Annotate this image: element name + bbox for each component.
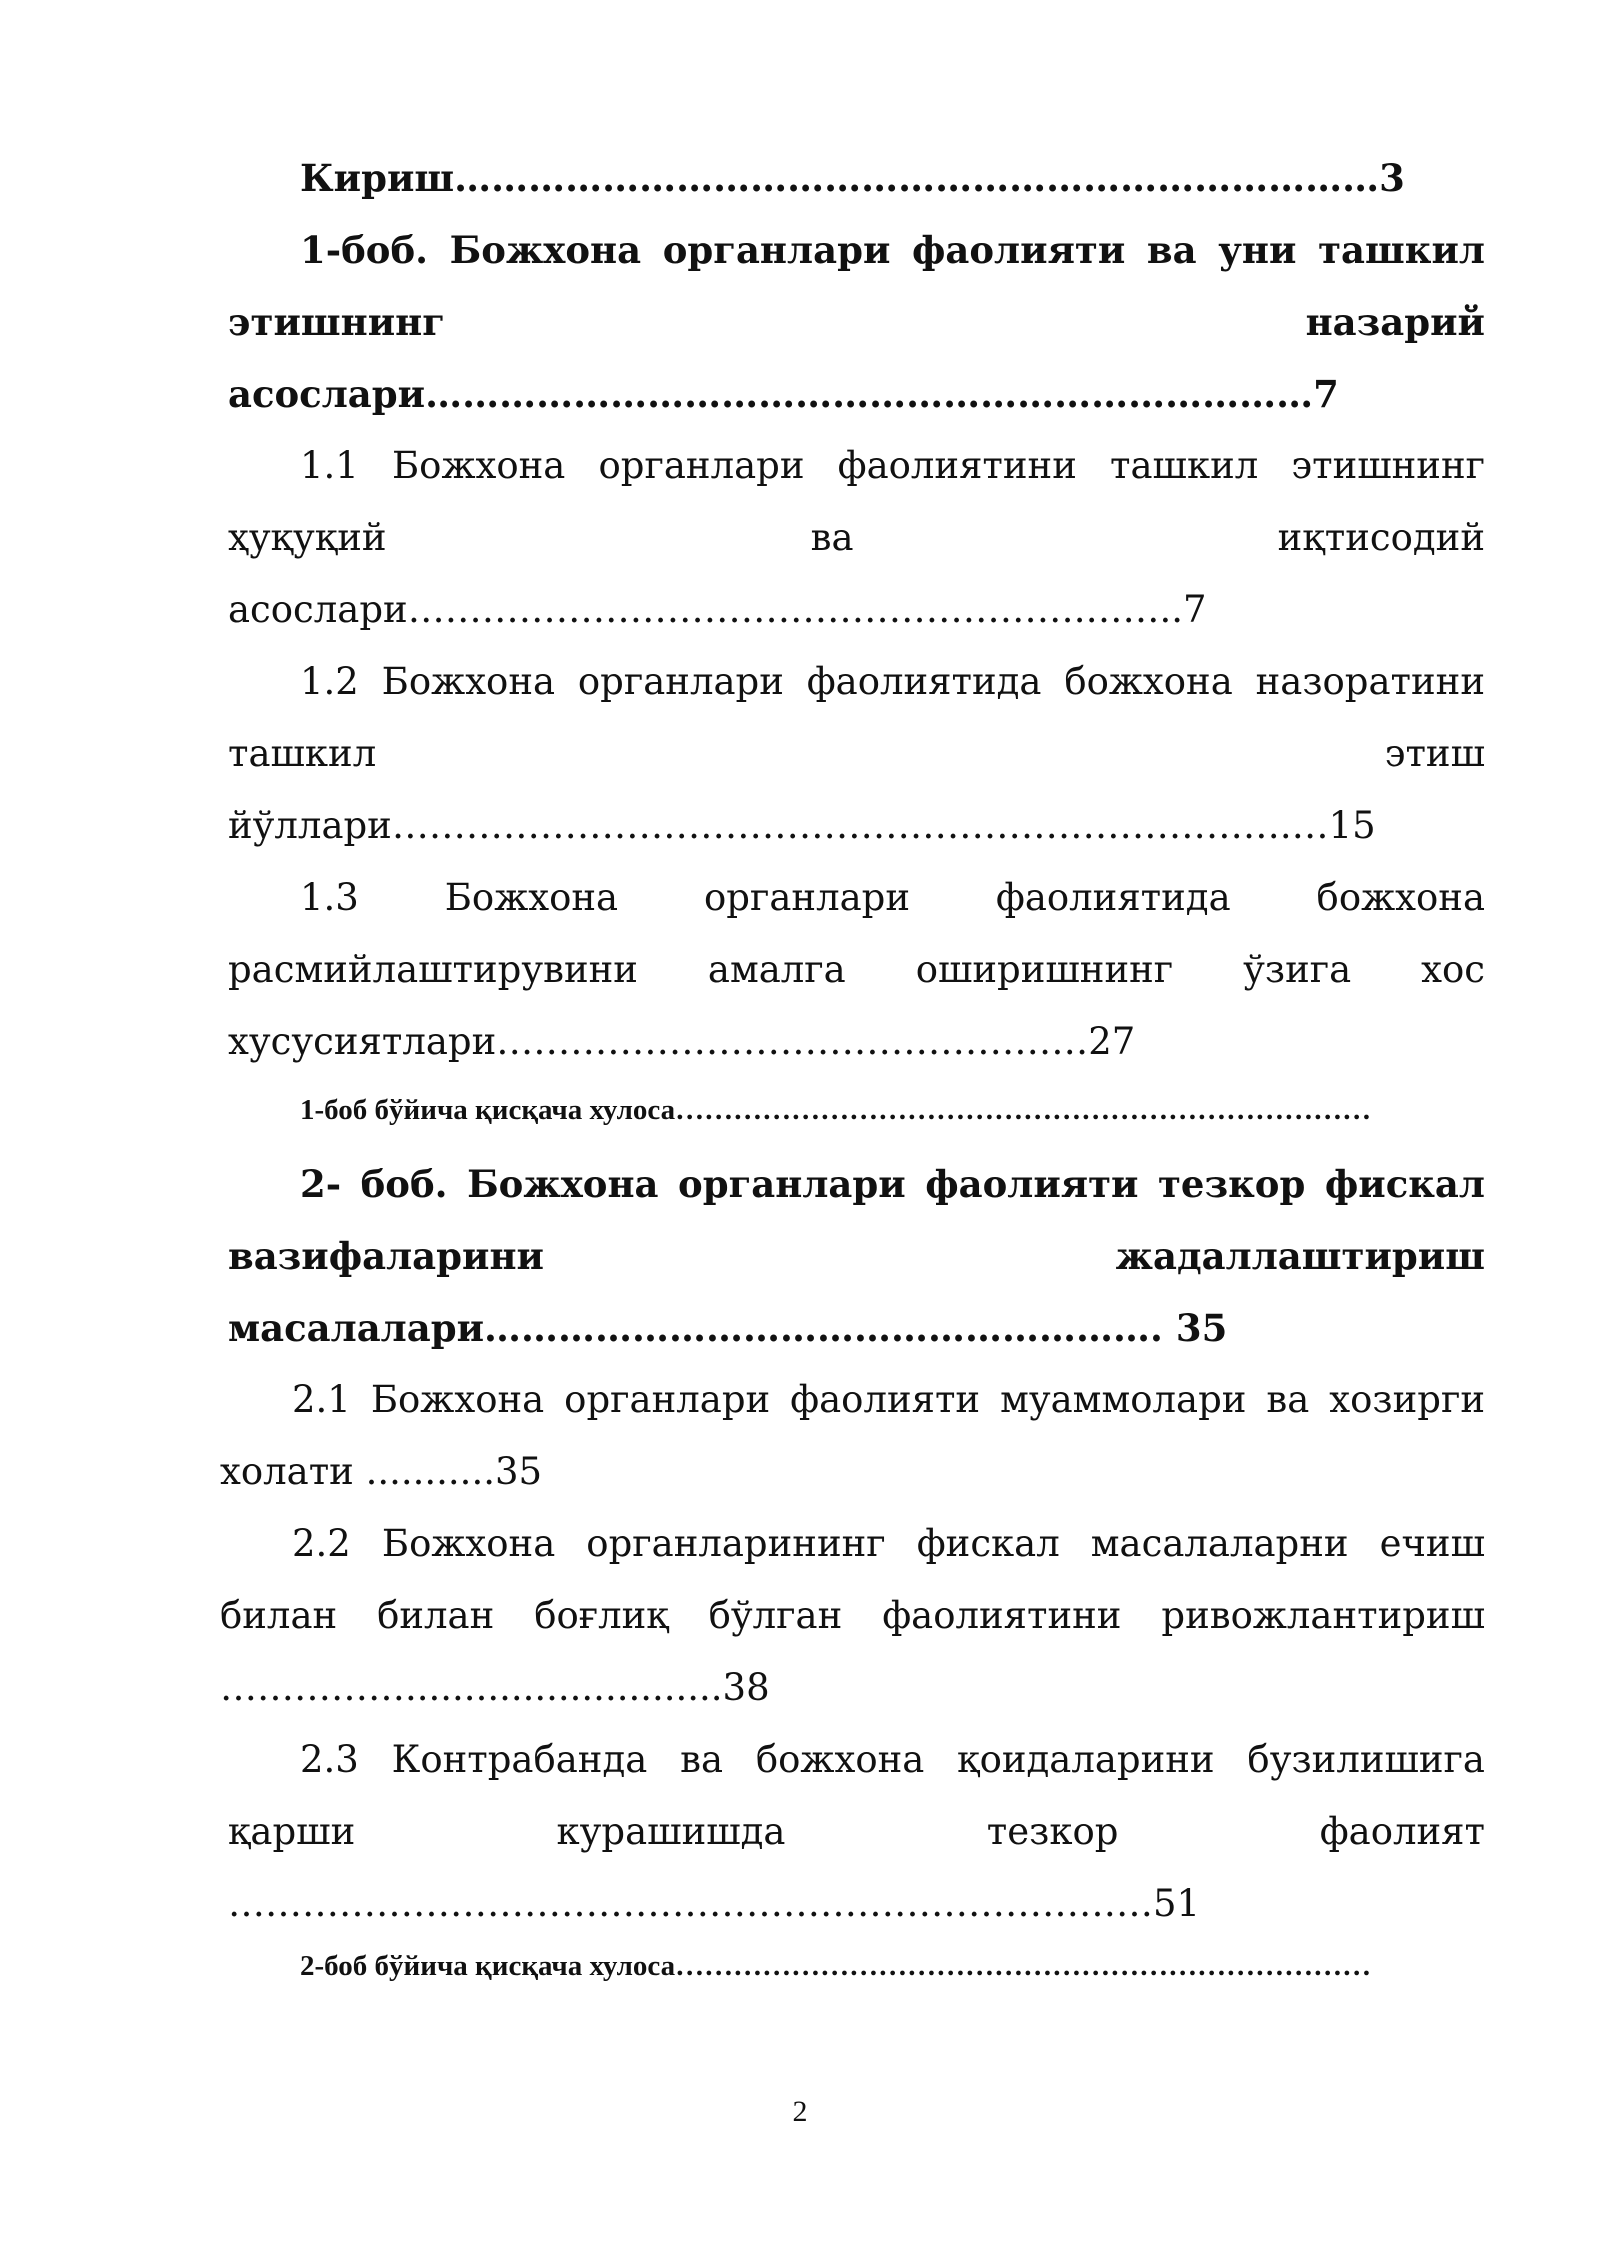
page-number: 2 (792, 2095, 808, 2128)
toc-entry-section-2-2-text: 2.2 Божхона органларининг фискал масалаларни ечиш билан билан боғлиқ бўлган фаолиятини ривожлантириш ……………...........................38 (220, 1522, 1485, 1709)
toc-entry-chapter-1 (228, 214, 1485, 430)
toc-entry-section-1-1 (228, 430, 1485, 646)
toc-entry-section-1-3 (228, 862, 1485, 1078)
toc-entry-chapter-1-text: 1-боб. Божхона органлари фаолияти ва уни ташкил этишнинг назарий асослари………………………………………………………………7 (228, 228, 1485, 416)
toc-entry-summary-2-text: 2-боб бўйича қисқача хулоса……………………………………………………………… (300, 1950, 1372, 1982)
toc-entry-section-2-1 (220, 1364, 1485, 1508)
toc-entry-section-2-3-text: 2.3 Контрабанда ва божхона қоидаларини бузилишига қарши курашишда тезкор фаолият …………………………………………………………………51 (228, 1738, 1485, 1925)
toc-entry-section-2-1-text: 2.1 Божхона органлари фаолияти муаммолари ва хозирги холати ...........35 (220, 1378, 1485, 1493)
toc-entry-summary-2 (228, 1946, 1485, 1986)
toc-entry-chapter-2-text: 2- боб. Божхона органлари фаолияти тезкор фискал вазифаларини жадаллаштириш масалалари………………………………………………. 35 (228, 1162, 1485, 1350)
toc-entry-section-2-2 (220, 1508, 1485, 1724)
toc-entry-summary-1-text: 1-боб бўйича қисқача хулоса……………………………………………………………… (300, 1094, 1372, 1126)
toc-entry-summary-1 (228, 1090, 1485, 1130)
toc-entry-section-1-2 (228, 646, 1485, 862)
toc-entry-intro-text: Кириш…………………………………………………………………3 (300, 156, 1405, 200)
toc-entry-intro (228, 142, 1485, 214)
toc-entry-section-1-1-text: 1.1 Божхона органлари фаолиятини ташкил этишнинг ҳуқуқий ва иқтисодий асослари……………………………………………….……..7 (228, 444, 1485, 631)
toc-entry-section-2-3 (228, 1724, 1485, 1940)
toc-entry-chapter-2 (228, 1148, 1485, 1364)
toc-entry-section-1-3-text: 1.3 Божхона органлари фаолиятида божхона расмийлаштирувини амалга оширишнинг ўзига хос хусусиятлари…………………………………………27 (228, 876, 1485, 1063)
toc-entry-section-1-2-text: 1.2 Божхона органлари фаолиятида божхона назоратини ташкил этиш йўллари……………………………………………………………….…15 (228, 660, 1485, 847)
